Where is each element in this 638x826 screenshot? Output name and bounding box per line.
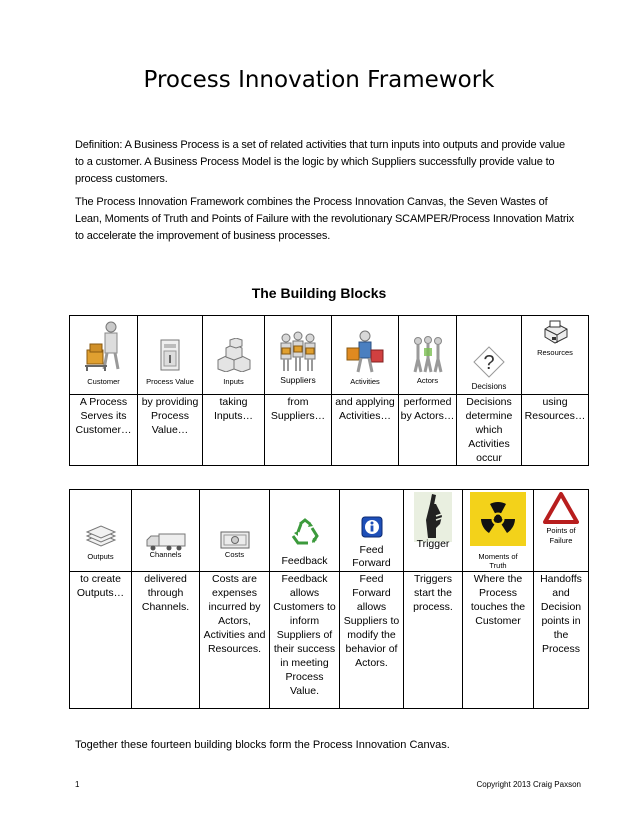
suppliers-icon (276, 330, 320, 374)
costs-icon (220, 531, 250, 549)
process-value-icon (158, 338, 182, 372)
block-label: Moments of Truth (478, 552, 518, 570)
block-label: Activities (350, 377, 380, 386)
actors-icon (410, 336, 446, 374)
copyright-notice: Copyright 2013 Craig Paxson (476, 780, 581, 789)
block-description: Where the Process touches the Customer (463, 572, 534, 709)
block-label: Costs (224, 550, 245, 559)
block-label: Feed Forward (352, 544, 391, 569)
building-blocks-heading: The Building Blocks (251, 285, 387, 301)
definition-paragraph: Definition: A Business Process is a set of related activities that turn inputs into outputs and provide value to a customer. A Business Process Model is the logic by which Suppliers successfully provide value to process customers. (75, 139, 565, 185)
points-of-failure-icon (543, 492, 579, 524)
svg-text:?: ? (483, 352, 495, 374)
block-description: from Suppliers… (265, 395, 332, 466)
block-label: Feedback (281, 555, 328, 567)
block-description: Feed Forward allows Suppliers to modify the behavior of Actors. (340, 572, 404, 709)
block-description: delivered through Channels. (132, 572, 200, 709)
block-description: A Process Serves its Customer… (70, 395, 138, 466)
block-label: Inputs (223, 377, 244, 386)
block-moments-of-truth (463, 490, 534, 572)
block-description: using Resources… (522, 395, 589, 466)
block-customer (70, 316, 138, 395)
block-description: Handoffs and Decision points in the Process (534, 572, 589, 709)
block-decisions (457, 316, 522, 395)
block-feedback (270, 490, 340, 572)
block-trigger (404, 490, 463, 572)
framework-paragraph: The Process Innovation Framework combines the Process Innovation Canvas, the Seven Wastes of Lean, Moments of Truth and Points of Failure with the revolutionary SCAMPER/Process Innovation Matrix to accelerate the improvement of business processes. (75, 196, 575, 242)
inputs-icon (216, 338, 252, 372)
channels-icon (145, 532, 187, 552)
block-outputs (70, 490, 132, 572)
block-actors (399, 316, 457, 395)
activities-icon (345, 330, 385, 374)
block-label: Decisions (471, 382, 507, 391)
feed-forward-icon (361, 516, 383, 538)
block-costs (200, 490, 270, 572)
block-label: Outputs (87, 552, 114, 561)
page-number: 1 (75, 780, 80, 789)
feedback-icon (290, 518, 320, 546)
page-title: Process Innovation Framework (143, 67, 495, 93)
summary-text: Together these fourteen building blocks form the Process Innovation Canvas. (75, 739, 450, 751)
block-points-of-failure (534, 490, 589, 572)
building-blocks-table-1 (69, 315, 589, 466)
moments-of-truth-icon (470, 492, 526, 546)
block-channels (132, 490, 200, 572)
block-description: Feedback allows Customers to inform Suppliers of their success in meeting Process Value. (270, 572, 340, 709)
block-label: Suppliers (280, 375, 316, 385)
block-label: Process Value (146, 377, 194, 386)
resources-icon (541, 319, 569, 345)
block-suppliers (265, 316, 332, 395)
block-label: Points of Failure (546, 526, 576, 545)
block-label: Actors (416, 376, 439, 385)
outputs-icon (85, 524, 117, 550)
block-inputs (203, 316, 265, 395)
block-feed-forward (340, 490, 404, 572)
block-resources (522, 316, 589, 395)
block-label: Resources (537, 348, 573, 357)
trigger-icon (414, 492, 452, 542)
block-activities (332, 316, 399, 395)
block-description: Costs are expenses incurred by Actors, Activities and Resources. (200, 572, 270, 709)
block-description: taking Inputs… (203, 395, 265, 466)
block-label: Channels (149, 550, 182, 559)
block-label: Customer (87, 377, 120, 386)
block-description: by providing Process Value… (138, 395, 203, 466)
block-description: and applying Activities… (332, 395, 399, 466)
decisions-icon (472, 345, 506, 379)
block-process-value (138, 316, 203, 395)
block-label: Trigger (416, 538, 450, 550)
block-description: to create Outputs… (70, 572, 132, 709)
customer-icon (81, 320, 127, 374)
building-blocks-table-2 (69, 489, 589, 709)
block-description: Decisions determine which Activities occur (457, 395, 522, 466)
block-description: Triggers start the process. (404, 572, 463, 709)
block-description: performed by Actors… (399, 395, 457, 466)
